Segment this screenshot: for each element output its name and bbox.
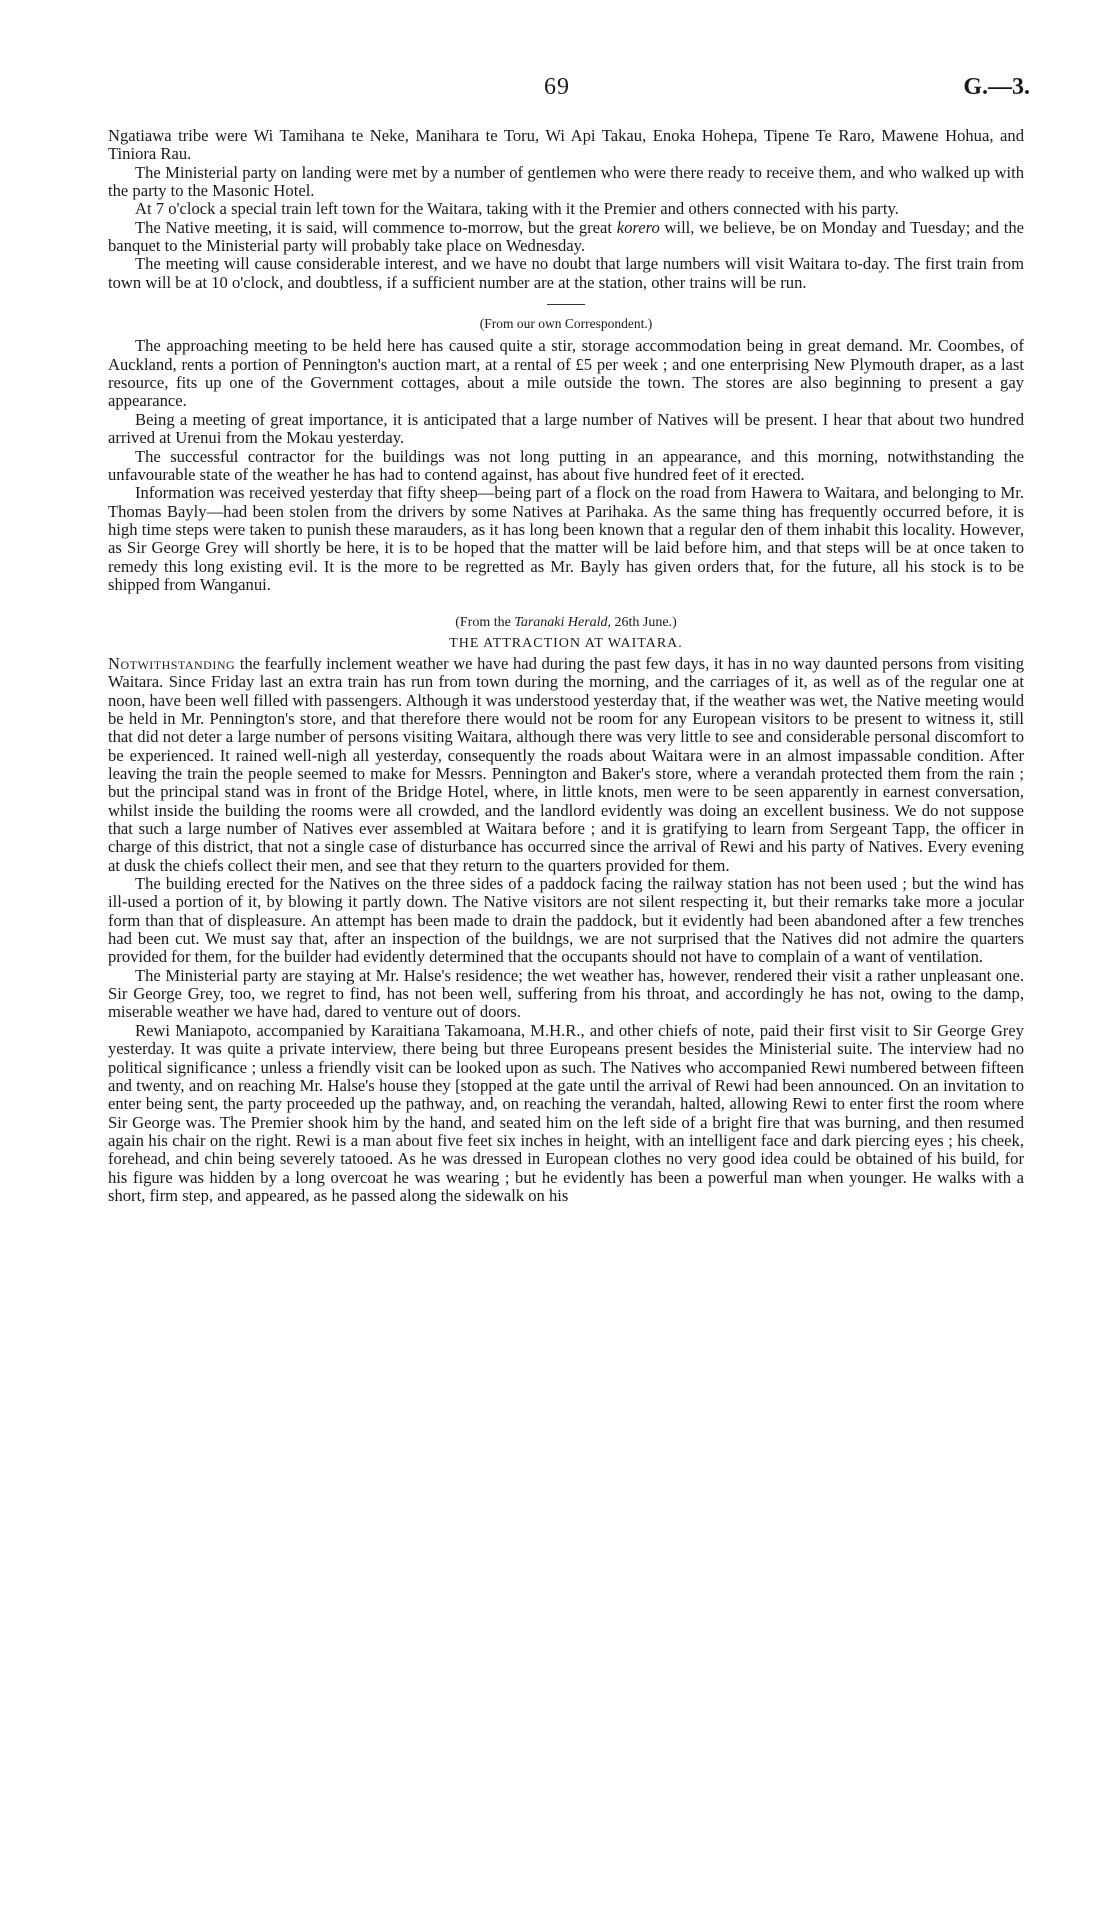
text-run: the fearfully inclement weather we have had during the past few days, it has in no way daunted persons from visiting Waitara. Since Friday last an extra train has run from town during the morning, and the carriages of it, as well as of the regular one at noon, have been well filled with passengers. Although it was understood yesterday that, if the weather was wet, the Native meeting would be held in Mr. Pennington's store, and that therefore there would not be room for any European visitors to be present to witness it, still that did not deter a large number of persons visiting Waitara, although there was very little to see and considerable personal discomfort to be experienced. It rained well-nigh all yesterday, consequently the roads about Waitara were in an almost impassable condition. After leaving the train the people seemed to make for Messrs. Pennington and Baker's store, where a verandah protected them from the rain ; but the principal stand was in front of the Bridge Hotel, where, in little knots, men were to be seen apparently in earnest conversation, whilst inside the building the rooms were all crowded, and the landlord evidently was doing an excellent business. We do not suppose that such a large number of Natives ever assembled at Waitara before ; and it is gratifying to learn from Sergeant Tapp, the officer in charge of this district, that not a single case of disturbance has occurred since the arrival of Rewi and his party of Natives. Every evening at dusk the chiefs collect their men, and see that they return to the quarters provided for them. [108,653,1024,875]
page-header [0,74,1114,108]
text-run: The Native meeting, it is said, will commence to-morrow, but the great [135,217,617,237]
paragraph: The successful contractor for the buildings was not long putting in an appearance, and this morning, notwithstanding the unfavourable state of the weather he has had to contend against, has about five hundred feet of it erected. [108,446,1024,484]
paragraph: Rewi Maniapoto, accompanied by Karaitiana Takamoana, M.H.R., and other chiefs of note, paid their first visit to Sir George Grey yesterday. It was quite a private interview, there being but three Europeans present besides the Ministerial suite. The interview had no political significance ; unless a friendly visit can be looked upon as such. The Natives who accompanied Rewi numbered between fifteen and twenty, and on reaching Mr. Halse's house they [stopped at the gate until the arrival of Rewi had been announced. On an invitation to enter being sent, the party proceeded up the pathway, and, on reaching the verandah, halted, allowing Rewi to enter first the room where Sir George was. The Premier shook him by the hand, and seated him on the left side of a bright fire that was burning, and then resumed again his chair on the right. Rewi is a man about five feet six inches in height, with an intelligent face and dark piercing eyes ; his cheek, forehead, and chin being severely tatooed. As he was dressed in European clothes no very good idea could be obtained of his build, for his figure was hidden by a long overcoat he was wearing ; but he evidently has been a powerful man when younger. He walks with a short, firm step, and appeared, as he passed along the sidewalk on his [108,1020,1024,1205]
text-run: will, we believe, be on Monday and Tuesday; and the banquet to the Ministerial party will probably take place on Wednesday. [108,217,1024,256]
paragraph: The Ministerial party on landing were met by a number of gentlemen who were there ready to receive them, and who walked up with the party to the Masonic Hotel. [108,162,1024,201]
newspaper-title: Taranaki Herald, [514,615,612,631]
paragraph: The meeting will cause considerable interest, and we have no doubt that large numbers will visit Waitara to-day. The first train from town will be at 10 o'clock, and doubtless, if a sufficient number are at the station, other trains will be run. [108,254,1024,292]
text-run: (From the [455,615,515,631]
section-divider [547,304,585,305]
lead-word: Notwithstanding [108,653,236,673]
paragraph: The Ministerial party are staying at Mr. Halse's residence; the wet weather has, however, rendered their visit a rather unpleasant one. Sir George Grey, too, we regret to find, has not been well, suffering from his throat, and accordingly he has not, owing to the damp, miserable weather we have had, dared to venture out of doors. [108,965,1024,1022]
paragraph: At 7 o'clock a special train left town for the Waitara, taking with it the Premier and others connected with his party. [135,199,899,219]
paragraph: Information was received yesterday that fifty sheep—being part of a flock on the road from Hawera to Waitara, and belonging to Mr. Thomas Bayly—had been stolen from the drivers by some Natives at Parihaka. As the same thing has frequently occurred before, it is high time steps were taken to punish these marauders, as it has long been known that a regular den of them inhabit this locality. However, as Sir George Grey will shortly be here, it is to be hoped that the matter will be laid before him, and that steps will be at once taken to remedy this long existing evil. It is the more to be regretted as Mr. Bayly has given orders that, for the future, all his stock is to be shipped from Wanganui. [108,483,1024,594]
source-attribution [108,614,1024,632]
paragraph [108,655,1024,875]
text-run: 26th June.) [611,615,677,631]
paper-reference: G.—3. [963,74,1030,100]
paragraph: The building erected for the Natives on the three sides of a paddock facing the railway station has not been used ; but the wind has ill-used a portion of it, by blowing it partly down. The Native visitors are not silent respecting it, but their remarks take more a jocular form than that of displeasure. An attempt has been made to drain the paddock, but it evidently had been abandoned after a few trenches had been cut. We must say that, after an inspection of the buildngs, we are not surprised that the Natives did not admire the quarters provided for them, for the builder had evidently determined that the occupants should not have to complain of a want of ventilation. [108,874,1024,967]
source-attribution: (From our own Correspondent.) [479,316,653,332]
italic-term: korero [616,217,660,237]
paragraph: Being a meeting of great importance, it is anticipated that a large number of Natives will be present. I hear that about two hundred arrived at Urenui from the Mokau yesterday. [108,409,1024,448]
page-number: 69 [544,74,570,100]
paragraph [108,219,1024,256]
article-body [108,127,1024,1205]
paragraph: The approaching meeting to be held here has caused quite a stir, storage accommodation being in great demand. Mr. Coombes, of Auckland, rents a portion of Pennington's auction mart, at a rental of £5 per week ; and one enterprising New Plymouth draper, as a last resource, fits up one of the Government cottages, about a mile outside the town. The stores are also beginning to present a gay appearance. [108,336,1024,411]
paragraph: Ngatiawa tribe were Wi Tamihana te Neke, Manihara te Toru, Wi Api Takau, Enoka Hohepa, Tipene Te Raro, Mawene Hohua, and Tiniora Rau. [108,126,1024,164]
article-headline: THE ATTRACTION AT WAITARA. [449,635,683,651]
